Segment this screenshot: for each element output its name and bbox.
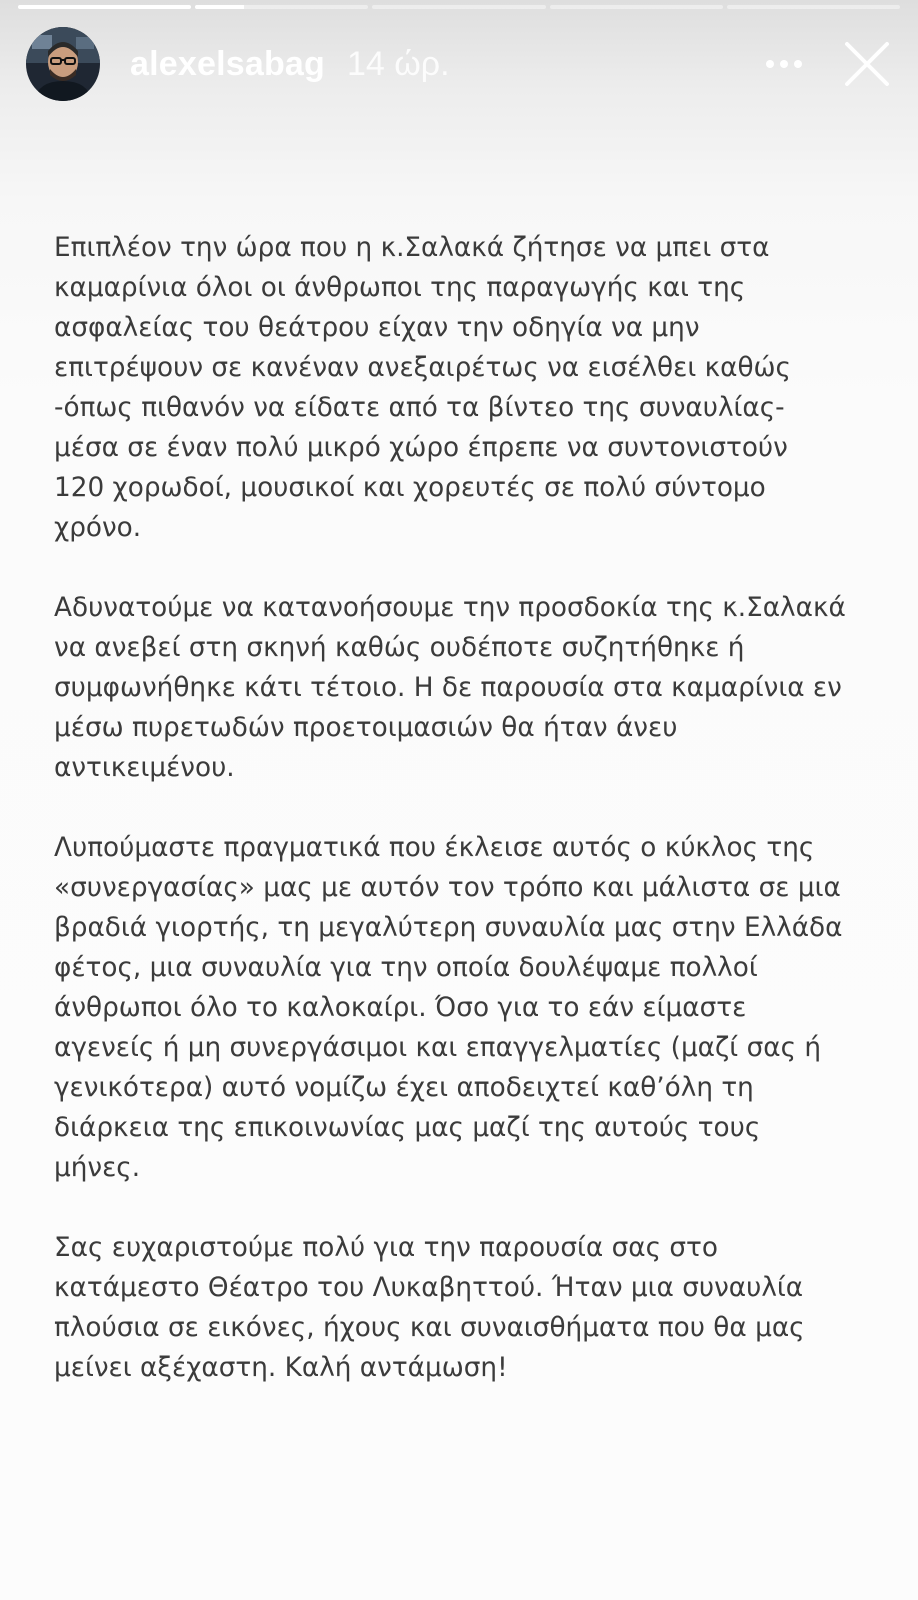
text-line: Αδυνατούμε να κατανοήσουμε την προσδοκία της κ.Σαλακά [54,593,846,623]
username[interactable]: alexelsabag [130,44,325,83]
more-horizontal-icon [764,59,804,69]
text-line: «συνεργασίας» μας με αυτόν τον τρόπο και μάλιστα σε μια [54,873,841,903]
story-progress-bar [18,5,900,9]
text-line: επιτρέψουν σε κανέναν ανεξαιρέτως να εισέλθει καθώς [54,353,791,383]
text-line: καμαρίνια όλοι οι άνθρωποι της παραγωγής και της [54,273,746,303]
progress-fill [18,5,191,9]
text-line: φέτος, μια συναυλία για την οποία δουλέψαμε πολλοί [54,953,758,983]
text-line: μήνες. [54,1153,141,1183]
text-line: αγενείς ή μη συνεργάσιμοι και επαγγελματίες (μαζί σας ή [54,1033,822,1063]
paragraph [54,228,864,548]
text-line: βραδιά γιορτής, τη μεγαλύτερη συναυλία μας στην Ελλάδα [54,913,843,943]
text-line: κατάμεστο Θέατρο του Λυκαβηττού. Ήταν μια συναυλία [54,1273,804,1303]
text-line: Σας ευχαριστούμε πολύ για την παρουσία σας στο [54,1233,718,1263]
text-line: μείνει αξέχαστη. Καλή αντάμωση! [54,1353,508,1383]
post-time: 14 ώρ. [347,44,450,83]
progress-segment [372,5,545,9]
close-icon [844,41,890,87]
text-line: Επιπλέον την ώρα που η κ.Σαλακά ζήτησε να μπει στα [54,233,770,263]
progress-segment [550,5,723,9]
more-options-button[interactable] [754,44,814,84]
paragraph-gap [54,548,864,588]
text-line: να ανεβεί στη σκηνή καθώς ουδέποτε συζητήθηκε ή [54,633,745,663]
text-line: Λυπούμαστε πραγματικά που έκλεισε αυτός ο κύκλος της [54,833,815,863]
text-line: χρόνο. [54,513,142,543]
text-line: άνθρωποι όλο το καλοκαίρι. Όσο για το εάν είμαστε [54,993,747,1023]
text-line: αντικειμένου. [54,753,235,783]
text-line: συμφωνήθηκε κάτι τέτοιο. Η δε παρουσία στα καμαρίνια εν [54,673,842,703]
text-line: πλούσια σε εικόνες, ήχους και συναισθήματα που θα μας [54,1313,805,1343]
text-line: ασφαλείας του θεάτρου είχαν την οδηγία να μην [54,313,700,343]
story-text-content [54,228,864,1388]
close-button[interactable] [842,39,892,89]
progress-segment [18,5,191,9]
paragraph [54,828,864,1188]
text-line: διάρκεια της επικοινωνίας μας μαζί της αυτούς τους [54,1113,761,1143]
paragraph [54,588,864,788]
paragraph-gap [54,1188,864,1228]
text-line: μέσα σε έναν πολύ μικρό χώρο έπρεπε να συντονιστούν [54,433,788,463]
avatar-image [26,27,100,101]
paragraph-gap [54,788,864,828]
progress-segment [195,5,368,9]
progress-fill [195,5,243,9]
progress-segment [727,5,900,9]
story-header [26,26,892,102]
text-line: μέσω πυρετωδών προετοιμασιών θα ήταν άνευ [54,713,678,743]
text-line: 120 χορωδοί, μουσικοί και χορευτές σε πολύ σύντομο [54,473,766,503]
text-line: -όπως πιθανόν να είδατε από τα βίντεο της συναυλίας- [54,393,785,423]
text-line: γενικότερα) αυτό νομίζω έχει αποδειχτεί καθ’όλη τη [54,1073,754,1103]
avatar[interactable] [26,27,100,101]
paragraph [54,1228,864,1388]
